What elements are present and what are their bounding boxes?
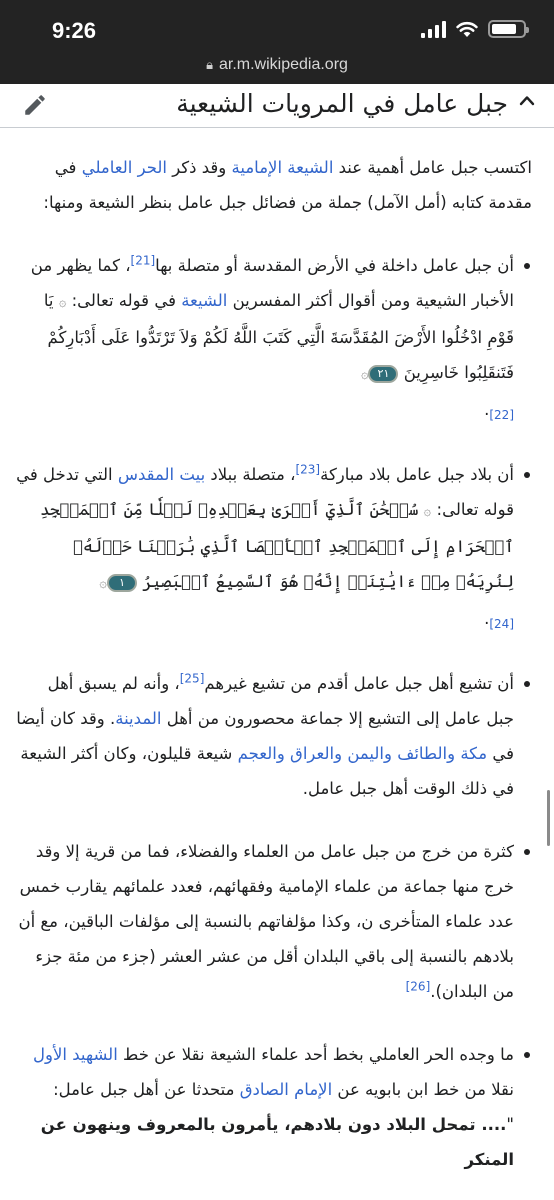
item-text: أن جبل عامل داخلة في الأرض المقدسة أو متصلة بها: [155, 256, 514, 275]
list-item: [16, 1037, 532, 1177]
virtues-list: [16, 248, 532, 1177]
intro-paragraph: [16, 150, 532, 220]
list-item: [16, 666, 532, 806]
reference-link[interactable]: [22]: [489, 408, 514, 422]
list-item: [16, 457, 532, 638]
item-text: متحدثا عن أهل جبل عامل: ": [53, 1080, 514, 1134]
reference-link[interactable]: [24]: [489, 617, 514, 631]
chevron-up-icon[interactable]: [518, 90, 536, 112]
section-header[interactable]: [0, 84, 554, 128]
scrollbar[interactable]: [547, 790, 550, 846]
link-shia[interactable]: الشيعة: [181, 291, 228, 310]
link-imam-sadiq[interactable]: الإمام الصادق: [239, 1080, 333, 1099]
reference-link[interactable]: [23]: [295, 462, 321, 477]
item-text: ، متصلة ببلاد: [205, 465, 296, 484]
item-text: .: [484, 609, 490, 628]
quran-bracket-icon: ۞: [360, 367, 369, 382]
pencil-icon[interactable]: [22, 92, 48, 118]
link-mecca[interactable]: مكة: [460, 744, 488, 763]
quran-bracket-icon: ۞: [99, 576, 108, 591]
item-text: كثرة من خرج من جبل عامل من العلماء والفضلاء، فما من قرية إلا وقد خرج منها جماعة من علماء الإمامية وفقهائهم، فعدد علمائهم يقارب خمس عدد علماء المتأخرى ن، وكذا مؤلفاتهم بالنسبة إلى مؤلفات الباقين، مع أن بلادهم بالنسبة إلى باقي البلدان أقل من عشر العشر (جزء من مئة جزء من البلدان).: [18, 842, 514, 1001]
link-taif[interactable]: والطائف: [397, 744, 456, 763]
item-text: أن تشيع أهل جبل عامل أقدم من تشيع غيرهم: [204, 674, 514, 693]
item-text: أن بلاد جبل عامل بلاد مباركة: [320, 465, 514, 484]
verse-number-badge: ٢١: [368, 365, 398, 383]
link-iraq[interactable]: والعراق: [290, 744, 343, 763]
status-icons: [421, 20, 526, 38]
item-text: التي تدخل في قوله تعالى:: [16, 465, 514, 519]
link-shia-imamiyya[interactable]: الشيعة الإمامية: [231, 158, 334, 177]
verse-number-badge: ١: [107, 574, 137, 592]
link-medina[interactable]: المدينة: [115, 709, 162, 728]
item-text: ما وجده الحر العاملي بخط أحد علماء الشيعة نقلا عن خط: [117, 1045, 514, 1064]
quran-verse: سُبۡحَٰنَ ٱلَّذِيٓ أَسۡرَىٰ بِعَبۡدِهِۦ لَيۡلٗا مِّنَ ٱلۡمَسۡجِدِ ٱلۡحَرَامِ إِلَى ٱلۡمَسۡجِدِ ٱلۡأَقۡصَا ٱلَّذِي بَٰرَكۡنَا حَوۡلَهُۥ لِنُرِيَهُۥ مِنۡ ءَايَٰتِنَآۚ إِنَّهُۥ هُوَ ٱلسَّمِيعُ ٱلۡبَصِيرُ: [40, 500, 514, 591]
item-text: ، كما يظهر من الأخبار الشيعية ومن أقوال أكثر المفسرين: [30, 256, 514, 310]
quoted-text: .... تمحل البلاد دون بلادهم، يأمرون بالمعروف وينهون عن المنكر: [40, 1115, 514, 1169]
article-content: [16, 150, 532, 1193]
status-time: 9:26: [52, 18, 97, 43]
item-text: نقلا من خط ابن بابويه عن: [332, 1080, 514, 1099]
link-jerusalem[interactable]: بيت المقدس: [117, 465, 206, 484]
intro-text: اكتسب جبل عامل أهمية عند: [333, 158, 532, 177]
intro-text: وقد ذكر: [166, 158, 232, 177]
list-item: [16, 248, 532, 429]
battery-icon: [488, 20, 526, 38]
item-text: . وقد كان أيضا في: [16, 709, 514, 763]
item-text: شيعة قليلون، وكان أكثر الشيعة في ذلك الوقت أهل جبل عامل.: [20, 744, 514, 798]
reference-link[interactable]: [21]: [130, 253, 156, 268]
url-text: ar.m.wikipedia.org: [218, 56, 348, 73]
address-bar[interactable]: [0, 56, 554, 74]
quran-bracket-icon: ۞: [58, 295, 67, 310]
link-hurr-amili[interactable]: الحر العاملي: [81, 158, 167, 177]
intro-text: في مقدمة كتابه (أمل الآمل) جملة من فضائل جبل عامل بنظر الشيعة ومنها:: [43, 158, 532, 212]
item-text: ، وأنه لم يسبق أهل جبل عامل إلى التشيع إلا جماعة محصورون من أهل: [47, 674, 514, 728]
lock-icon: 🔒︎: [206, 57, 213, 72]
quran-verse: يَا قَوْمِ ادْخُلُوا الأَرْضَ المُقَدَّسَةَ الَّتِي كَتَبَ اللَّهُ لَكُمْ وَلاَ تَرْتَدُّوا عَلَى أَدْبَارِكُمْ فَتَنقَلِبُوا خَاسِرِينَ: [43, 291, 514, 382]
link-yemen[interactable]: واليمن: [347, 744, 392, 763]
reference-link[interactable]: [25]: [179, 671, 205, 686]
link-persia[interactable]: والعجم: [237, 744, 285, 763]
item-text: في قوله تعالى:: [66, 291, 182, 310]
cellular-signal-icon: [421, 21, 446, 38]
battery-level: [492, 24, 516, 34]
link-shahid-awwal[interactable]: الشهيد الأول: [33, 1045, 118, 1064]
section-title: جبل عامل في المرويات الشيعية: [176, 89, 508, 118]
browser-chrome: [0, 0, 554, 84]
wifi-icon: [456, 21, 478, 38]
list-item: [16, 834, 532, 1009]
quran-bracket-icon: ۞: [423, 504, 432, 519]
reference-link[interactable]: [26]: [405, 979, 431, 994]
item-text: .: [484, 400, 490, 419]
